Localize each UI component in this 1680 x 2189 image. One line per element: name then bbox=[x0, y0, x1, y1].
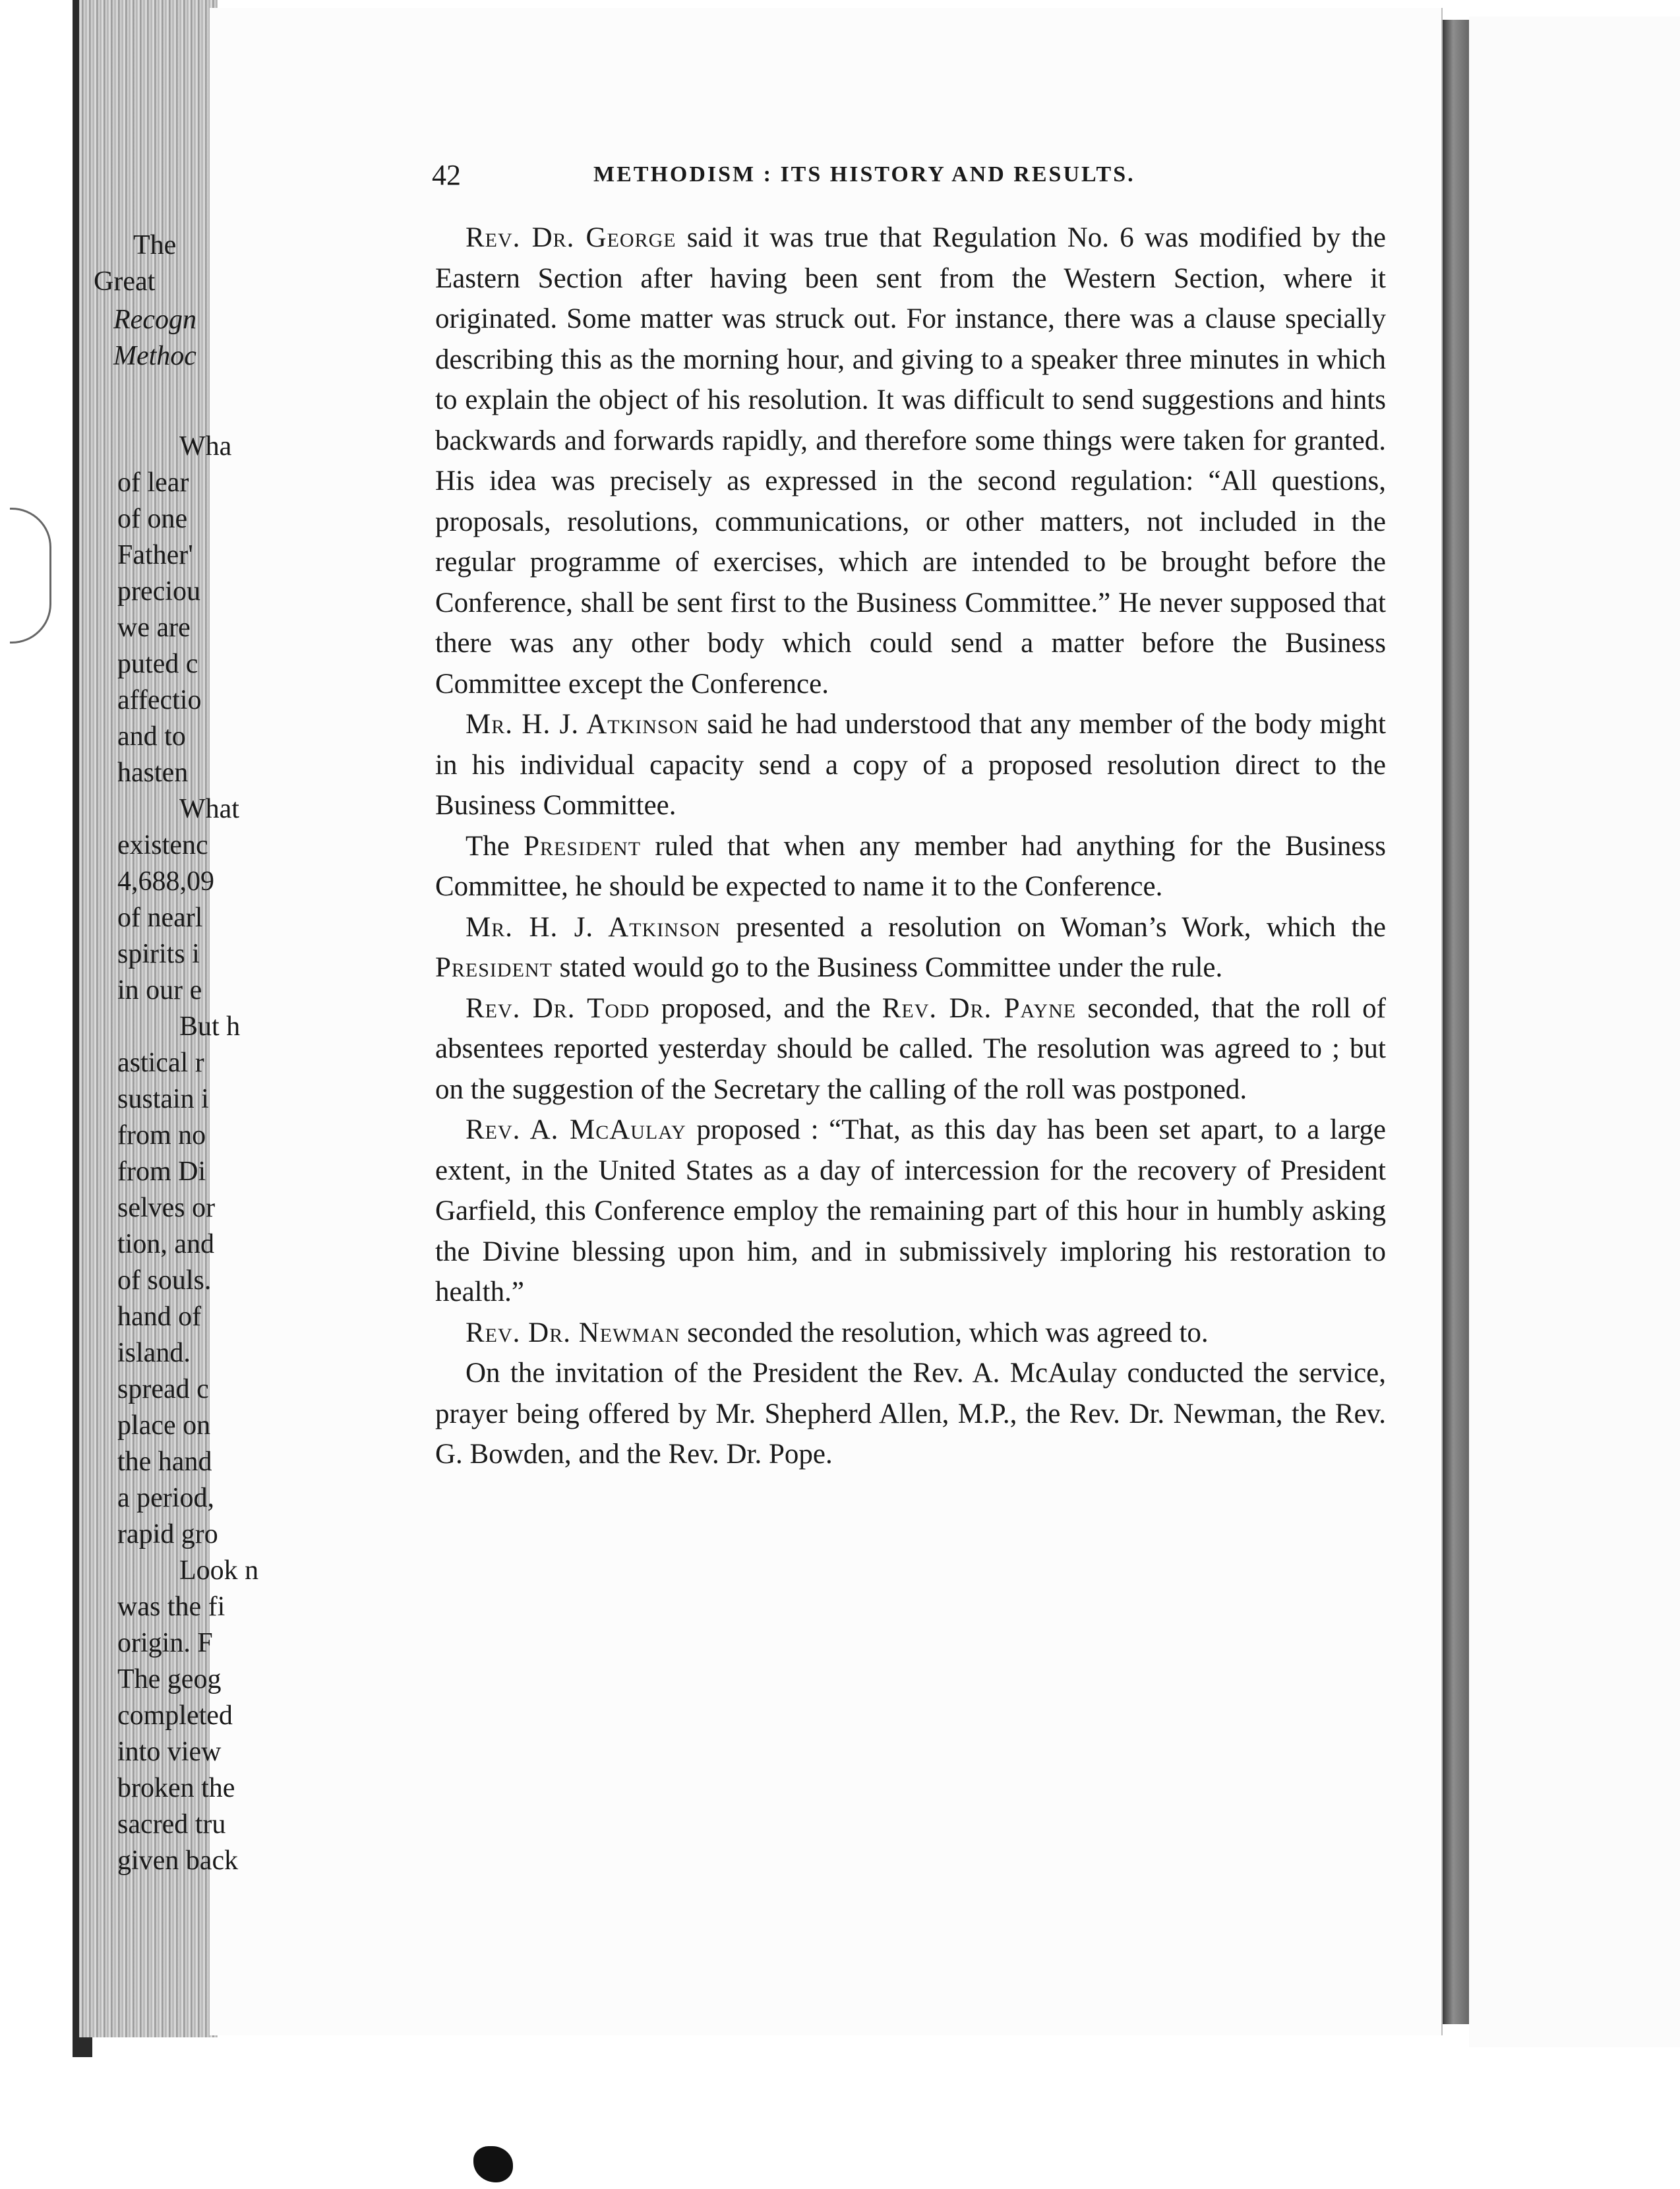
facing-page-line: the hand bbox=[117, 1447, 212, 1477]
facing-page-line: Methoc bbox=[113, 341, 196, 371]
facing-page-line: completed bbox=[117, 1700, 233, 1731]
facing-page-line: spread c bbox=[117, 1374, 209, 1404]
facing-page-line: of lear bbox=[117, 467, 189, 498]
speaker-name: Mr. H. J. Atkinson bbox=[465, 709, 699, 740]
facing-page-line: a period, bbox=[117, 1483, 214, 1513]
facing-page-line: selves or bbox=[117, 1193, 216, 1223]
speaker-name: Mr. H. J. Atkinson bbox=[465, 911, 721, 943]
paragraph-text: said it was true that Regulation No. 6 was modified by the Eastern Section after having been sent from the Western Section, where it originated. Some matter was struck out. For instance, there was a clause specially describing this as the morning hour, and giving to a speaker three minutes in which to explain the object of his resolution. It was difficult to send suggestions and hints backwards and forwards rapidly, and therefore some things were taken for granted. His idea was precisely as expressed in the second regulation: “All questions, proposals, resolutions, communications, or other matters, not included in the regular programme of exercises, which are intended to be brought before the Conference, shall be sent first to the Business Committee.” He never supposed that there was any other body which could send a matter before the Business Committee except the Conference. bbox=[435, 222, 1386, 700]
page-number: 42 bbox=[432, 159, 461, 191]
speaker-name: President bbox=[524, 830, 642, 862]
facing-page-line: place on bbox=[117, 1410, 211, 1441]
facing-page-line: Recogn bbox=[113, 305, 196, 335]
facing-page-line: into view bbox=[117, 1737, 222, 1767]
facing-page-line: from Di bbox=[117, 1156, 206, 1187]
margin-mark bbox=[10, 508, 51, 644]
facing-page-line: given back bbox=[117, 1845, 239, 1876]
facing-page-line: spirits i bbox=[117, 939, 200, 969]
paragraph bbox=[435, 988, 1386, 1110]
facing-page-line: puted c bbox=[117, 649, 198, 679]
speaker-name: Rev. A. McAulay bbox=[465, 1114, 686, 1145]
speaker-name: Rev. Dr. Newman bbox=[465, 1317, 680, 1348]
facing-page-line: hand of bbox=[117, 1302, 202, 1332]
facing-page-line: was the fi bbox=[117, 1592, 225, 1622]
facing-page-line: Great bbox=[94, 266, 156, 297]
paragraph bbox=[435, 1353, 1386, 1475]
facing-page-line: and to bbox=[117, 721, 186, 752]
speaker-name: Rev. Dr. George bbox=[465, 222, 676, 253]
paragraph-text: seconded the resolution, which was agreed to. bbox=[680, 1317, 1209, 1348]
paragraph-text: ruled that when any member had anything for the Business Committee, he should be expected to name it to the Conference. bbox=[435, 830, 1386, 902]
facing-page-line: Father' bbox=[117, 540, 193, 570]
book-gutter bbox=[1443, 20, 1469, 2024]
facing-page-line: island. bbox=[117, 1338, 191, 1368]
facing-page-line: origin. F bbox=[117, 1628, 213, 1658]
page-header bbox=[432, 158, 1388, 198]
body-text bbox=[435, 218, 1386, 1475]
facing-page-line: of one bbox=[117, 504, 188, 534]
speaker-name: President bbox=[435, 952, 553, 983]
facing-page-line: broken the bbox=[117, 1773, 235, 1803]
facing-page-line: But h bbox=[179, 1011, 241, 1042]
facing-page-line: Look n bbox=[179, 1555, 259, 1586]
paragraph-text: On the invitation of the President the Rev. A. McAulay conducted the service, prayer being offered by Mr. Shepherd Allen, M.P., the Rev. Dr. Newman, the Rev. G. Bowden, and the Rev. Dr. Pope. bbox=[435, 1358, 1386, 1470]
paragraph bbox=[435, 907, 1386, 988]
speaker-name: Rev. Dr. Todd bbox=[465, 992, 650, 1024]
facing-page-line: rapid gro bbox=[117, 1519, 218, 1549]
facing-page-line: existenc bbox=[117, 830, 208, 860]
speaker-name: Rev. Dr. Payne bbox=[882, 992, 1077, 1024]
facing-page-line: tion, and bbox=[117, 1229, 214, 1259]
facing-page-line: from no bbox=[117, 1120, 206, 1151]
paragraph bbox=[435, 704, 1386, 826]
paragraph-text: said he had understood that any member of the body might in his individual capacity send a copy of a proposed resolution direct to the Business Committee. bbox=[435, 709, 1386, 821]
facing-page-line: we are bbox=[117, 613, 191, 643]
paragraph bbox=[435, 1313, 1386, 1354]
facing-page-line: preciou bbox=[117, 576, 200, 607]
facing-page-line: hasten bbox=[117, 758, 189, 788]
running-head: METHODISM : ITS HISTORY AND RESULTS. bbox=[593, 162, 1135, 187]
facing-page-line: in our e bbox=[117, 975, 202, 1005]
facing-page-line: of souls. bbox=[117, 1265, 212, 1296]
paragraph-text: presented a resolution on Woman’s Work, which the bbox=[720, 911, 1386, 943]
facing-page-line: sustain i bbox=[117, 1084, 209, 1114]
facing-page-line: 4,688,09 bbox=[117, 866, 214, 897]
paragraph bbox=[435, 1110, 1386, 1313]
facing-page-line: of nearl bbox=[117, 903, 203, 933]
facing-page-line: astical r bbox=[117, 1048, 204, 1078]
facing-page-line: The geog bbox=[117, 1664, 222, 1694]
facing-page-line: What bbox=[179, 794, 239, 824]
paragraph-text: stated would go to the Business Committee under the rule. bbox=[552, 952, 1223, 983]
paragraph-text: seconded, that the roll of absentees reported yesterday should be called. The resolution was agreed to ; but on the suggestion of the Secretary the calling of the roll was postponed. bbox=[435, 992, 1386, 1105]
facing-page-line: Wha bbox=[179, 431, 232, 462]
paragraph-text: proposed, and the bbox=[649, 992, 882, 1024]
facing-page-line: The bbox=[133, 230, 177, 260]
facing-page-line: sacred tru bbox=[117, 1809, 226, 1840]
scan-margin bbox=[0, 2057, 1680, 2189]
paragraph-prefix: The bbox=[465, 830, 524, 862]
paragraph bbox=[435, 218, 1386, 704]
paragraph-text: proposed : “That, as this day has been set apart, to a large extent, in the United States as a day of intercession for the recovery of President Garfield, this Conference employ the remaining part of this hour in humbly asking the Divine blessing upon him, and in submissively imploring his restoration to health.” bbox=[435, 1114, 1387, 1307]
paragraph bbox=[435, 826, 1386, 907]
facing-page-line: affectio bbox=[117, 685, 202, 715]
